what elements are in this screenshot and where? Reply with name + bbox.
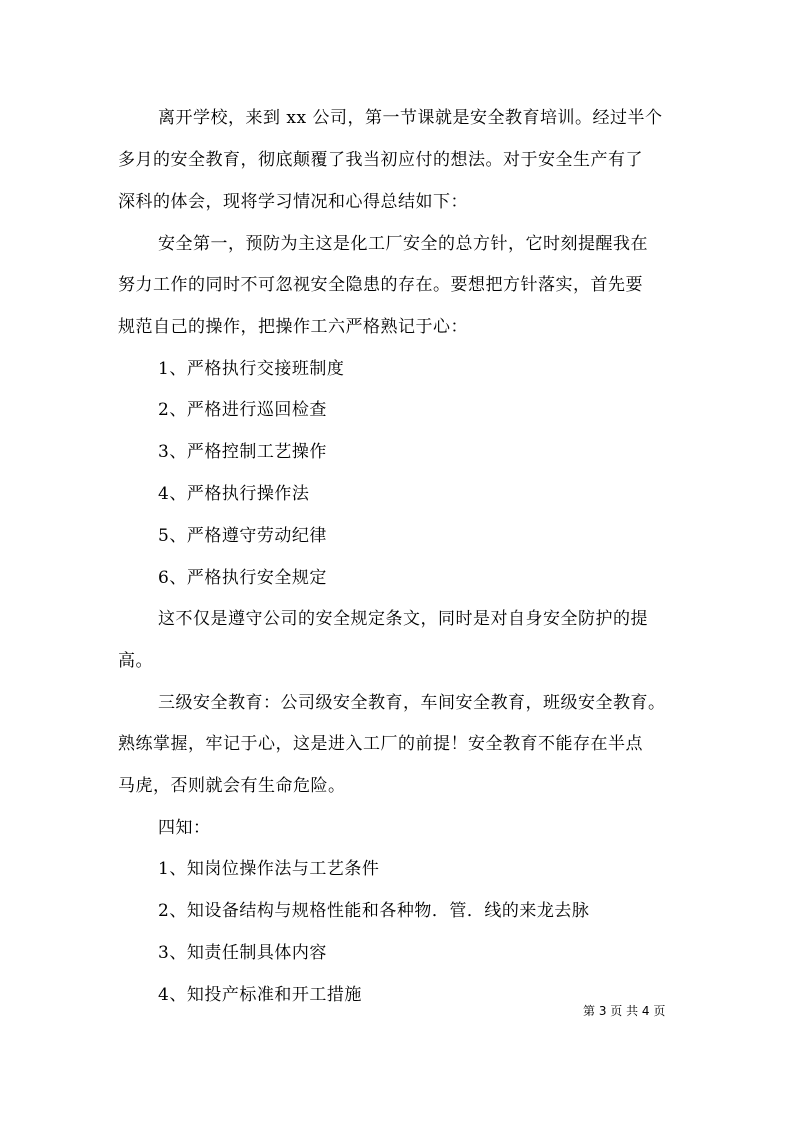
list-item: 1、知岗位操作法与工艺条件 <box>158 859 380 879</box>
list-item: 2、严格进行巡回检查 <box>158 400 327 420</box>
list-item: 4、知投产标准和开工措施 <box>158 985 362 1005</box>
section-heading: 四知： <box>158 818 211 838</box>
paragraph-line: 多月的安全教育，彻底颠覆了我当初应付的想法。对于安全生产有了 <box>118 150 643 170</box>
page-number: 第 3 页 共 4 页 <box>583 1004 666 1018</box>
list-item: 3、知责任制具体内容 <box>158 943 327 963</box>
paragraph-line: 深科的体会，现将学习情况和心得总结如下： <box>118 192 468 212</box>
list-item: 3、严格控制工艺操作 <box>158 442 327 462</box>
paragraph-line: 这不仅是遵守公司的安全规定条文，同时是对自身安全防护的提 <box>158 609 648 629</box>
paragraph-line: 规范自己的操作，把操作工六严格熟记于心： <box>118 317 468 337</box>
paragraph-line: 高。 <box>118 651 153 671</box>
paragraph-line: 马虎，否则就会有生命危险。 <box>118 776 346 796</box>
list-item: 6、严格执行安全规定 <box>158 568 327 588</box>
list-item: 5、严格遵守劳动纪律 <box>158 526 327 546</box>
paragraph-line: 三级安全教育：公司级安全教育，车间安全教育，班级安全教育。 <box>158 693 666 713</box>
paragraph-line: 熟练掌握，牢记于心，这是进入工厂的前提！安全教育不能存在半点 <box>118 734 643 754</box>
paragraph-line: 离开学校，来到 xx 公司，第一节课就是安全教育培训。经过半个 <box>158 108 663 128</box>
list-item: 2、知设备结构与规格性能和各种物．管．线的来龙去脉 <box>158 901 590 921</box>
list-item: 4、严格执行操作法 <box>158 484 310 504</box>
list-item: 1、严格执行交接班制度 <box>158 359 345 379</box>
paragraph-line: 安全第一，预防为主这是化工厂安全的总方针，它时刻提醒我在 <box>158 234 648 254</box>
paragraph-line: 努力工作的同时不可忽视安全隐患的存在。要想把方针落实，首先要 <box>118 275 643 295</box>
